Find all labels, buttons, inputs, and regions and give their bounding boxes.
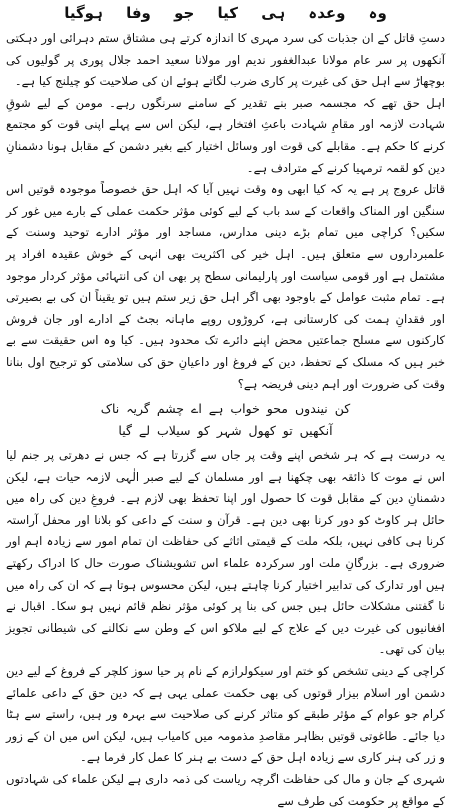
paragraph: شہری کے جان و مال کی حفاظت اگرچہ ریاست کی ذمہ داری ہے لیکن علماء کی شہادتوں کے مواقع پر حکومت کی طرف سے <box>6 772 445 808</box>
paragraph: دستِ قاتل کے ان جذبات کی سرد مہری کا اندازہ کرتے ہی مشتاق ستم دہرائی اور دہکتی آنکھوں پر سر عام مولانا عبدالغفور ندیم اور مولانا سعید احمد جلال پوری پر گولیوں کی بوچھاڑ سے اہل حق کی غیرت پر کاری ضرب لگاتے ہوئے ان کی صلاحیت کو چیلنج کیا ہے۔ <box>6 31 445 89</box>
verse-line: کن نیندوں محو خواب ہے اے چشم گریہ ناک <box>100 401 351 417</box>
verse-line: آنکھیں تو کھول شہر کو سیلاب لے گیا <box>118 423 333 439</box>
paragraph: قاتل عروج پر ہے یہ کہ کیا ابھی وہ وقت نہیں آیا کہ اہل حق خصوصاً موجودہ قوتیں اس سنگین اور المناک واقعات کے سد باب کے لیے کوئی مؤثر حکمت عملی کے بارے میں غور کر سکیں؟ کراچی میں تمام بڑے دینی مدارس، مساجد اور مؤثر ادارے توحید وسنت کے علمبرداروں سے متعلق ہیں۔ اہل خیر کی اکثریت بھی انہی کے خوش عقیدہ افراد پر مشتمل ہے اور قومی سیاست اور پارلیمانی سطح پر بھی ان کی انتہائی مؤثر کردار موجود ہے۔ تمام مثبت عوامل کے باوجود بھی اگر اہل حق زیر ستم ہیں تو یقیناً ان کی بے بصیرتی اور فقدانِ ہمت کی کارستانی ہے، کروڑوں روپے ماہانہ بجٹ کے ادارے اور جان فروش کارکنوں سے مسلح جماعتیں محض اپنے دائرے تک محدود ہیں۔ کیا وہ اس حقیقت سے بے خبر ہیں کہ مسلک کے تحفظ، دین کے فروغ اور داعیانِ حق کی سلامتی کو ترجیح اول بنانا وقت کی ضرورت اور اہم دینی فریضہ ہے؟ <box>6 182 445 391</box>
paragraph: کراچی کے دینی تشخص کو ختم اور سیکولرازم کے نام پر حیا سوز کلچر کے فروغ کے لیے دین دشمن اور اسلام بیزار قوتوں کی بھی حکمت عملی یہی ہے کہ دین حق کے داعی علمائے کرام جو عوام کے مؤثر طبقے کو متاثر کرنے کی صلاحیت سے بہرہ ور ہیں، راستے سے ہٹا دیا جائے۔ طاغوتی قوتیں بظاہر مقاصدِ مذمومہ میں کامیاب ہیں، لیکن اس میں ان کے زور و زر کی ہنر کاری سے زیادہ اہل حق کے دست بے ہنر کا عمل کار فرما ہے۔ <box>6 664 445 765</box>
verse-block <box>6 399 445 441</box>
page-title: وہ وعدہ ہی کیا جو وفا ہوگیا <box>64 4 387 22</box>
paragraph: اہل حق تھے کہ مجسمہ صبر بنے تقدیر کے سامنے سرنگوں رہے۔ مومن کے لیے شوقِ شہادت لازمہ اور مقامِ شہادت باعثِ افتخار ہے، لیکن اس سے پہلے اپنی قوت کو مجتمع کرنے کا حکم ہے۔ مقابلے کی قوت اور وسائل اختیار کیے بغیر دشمن کے مقابل ہونا دشمنانِ دین کو لقمہ ترمہیا کرنے کے مترادف ہے۔ <box>6 95 445 175</box>
paragraph: یہ درست ہے کہ ہر شخص اپنے وقت پر جاں سے گزرتا ہے کہ جس نے دھرتی پر جنم لیا اس نے موت کا ذائقہ بھی چکھنا ہے اور مسلمان کے لیے صبر الٰہی لازمہ حیات ہے، لیکن دشمنانِ دین کے مقابل قوت کا حصول اور اپنا تحفظ بھی لازم ہے۔ فروغِ دین کی راہ میں حائل ہر کاوٹ کو دور کرنا بھی دین ہے۔ قرآن و سنت کے داعی کو بلانا اور محفل آراستہ کرنا ہی کافی نہیں، بلکہ ملت کے قیمتی اثاثے کی حفاظت ان تمام امور سے زیادہ اہم اور ضروری ہے۔ بزرگانِ ملت اور سرکردہ علماء اس تشویشناک صورت حال کا ادراک رکھتے ہیں اور تدارک کی تدابیر اختیار کرنا چاہتے ہیں، لیکن محسوس ہوتا ہے کہ ان کی راہ میں نا گفتنی مشکلات حائل ہیں جس کی بنا پر کوئی مؤثر نظم قائم نہیں ہو سکا۔ اقبال نے افغانیوں کی غیرت دیں کے علاج کے لیے ملاکو اس کے وطن سے نکالنے کی شیطانی تجویز بیان کی تھی۔ <box>6 448 445 657</box>
